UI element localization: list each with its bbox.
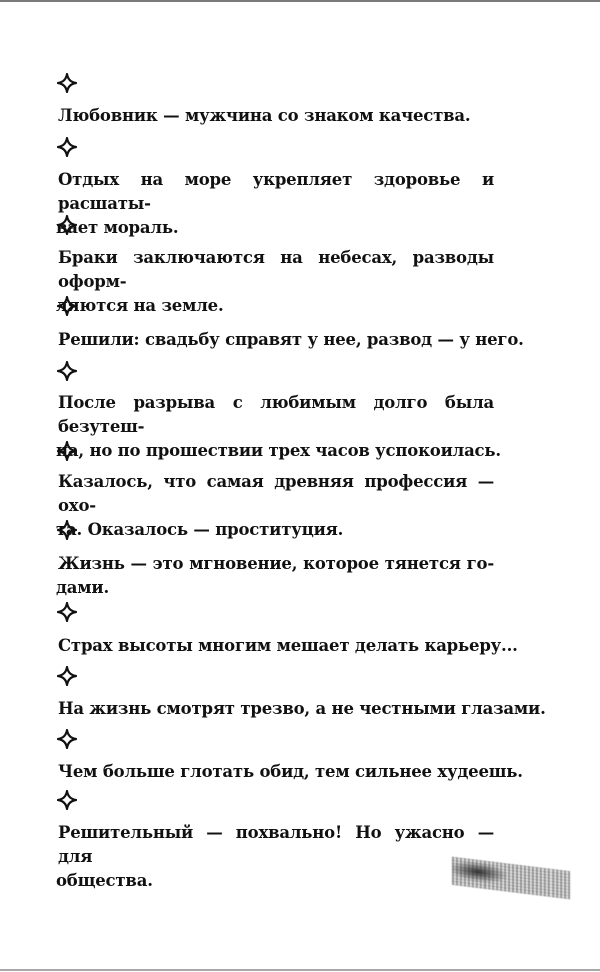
aphorism-line: вает мораль. [56,218,179,237]
aphorism-entry [58,552,494,600]
aphorism-line: Браки заключаются на небесах, разводы оформ- [58,248,494,291]
aphorism-line: общества. [56,871,153,890]
aphorism-line: Решили: свадьбу справят у нее, развод — у него. [58,330,524,349]
four-point-star-icon [57,361,77,381]
four-point-star-icon [57,729,77,749]
aphorism-entry [58,104,494,128]
aphorism-entry [58,697,546,721]
aphorism-line: Решительный — похвально! Но ужасно — для [58,823,494,866]
aphorism-entry [58,470,494,542]
four-point-star-icon [57,73,77,93]
four-point-star-icon [57,215,77,235]
aphorism-line: Отдых на море укрепляет здоровье и расшаты- [58,170,494,213]
aphorism-line: После разрыва с любимым долго была безутеш- [58,393,494,436]
four-point-star-icon [57,602,77,622]
aphorism-line: Любовник — мужчина со знаком качества. [58,106,471,125]
aphorism-line: дами. [56,578,110,597]
aphorism-entry [56,391,501,463]
four-point-star-icon [57,137,77,157]
page-top-border [0,0,600,2]
four-point-star-icon [57,790,77,810]
four-point-star-icon [57,666,77,686]
four-point-star-icon [57,441,77,461]
aphorism-entry [58,168,494,240]
aphorism-line: На жизнь смотрят трезво, а не честными глазами. [58,699,546,718]
four-point-star-icon [57,296,77,316]
aphorism-entry [58,760,523,784]
aphorism-entry [58,328,524,352]
aphorism-line: Жизнь — это мгновение, которое тянется го- [58,554,494,573]
aphorism-line: Страх высоты многим мешает делать карьеру... [58,636,518,655]
aphorism-entry [58,634,518,658]
aphorism-entry [58,246,494,318]
aphorism-entry [58,821,494,893]
aphorism-line: Чем больше глотать обид, тем сильнее худеешь. [58,762,523,781]
aphorism-line: ляются на земле. [56,296,224,315]
aphorism-line: на, но по прошествии трех часов успокоилась. [56,441,501,460]
aphorism-line: та. Оказалось — проституция. [56,520,344,539]
aphorism-line: Казалось, что самая древняя профессия — охо- [58,472,494,515]
four-point-star-icon [57,520,77,540]
page-bottom-border [0,969,600,971]
